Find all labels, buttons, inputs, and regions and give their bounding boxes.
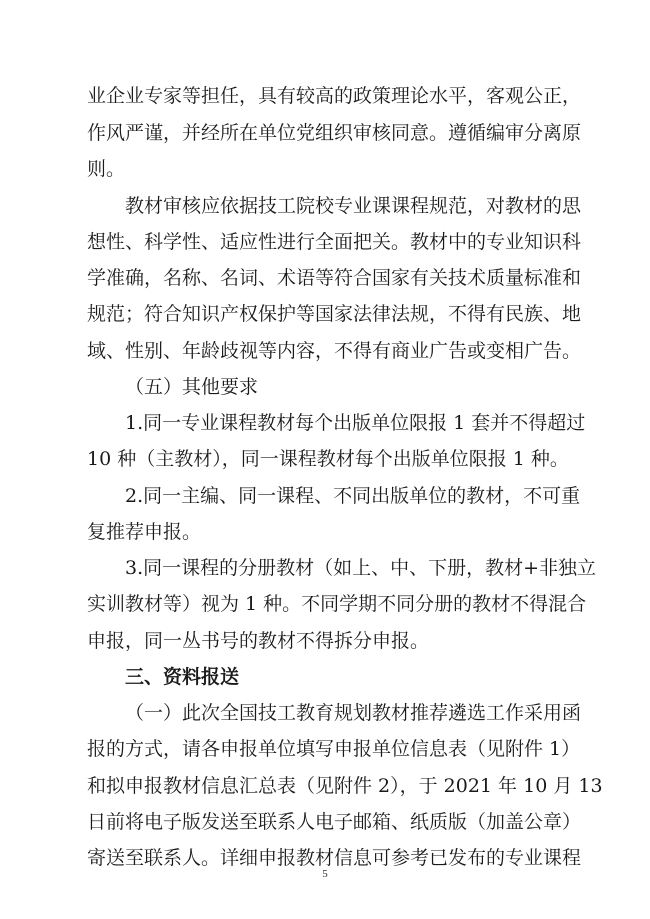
paragraph-line: （一）此次全国技工教育规划教材推荐遴选工作采用函 (125, 702, 582, 724)
paragraph-line: 业企业专家等担任，具有较高的政策理论水平，客观公正， (87, 85, 582, 107)
list-item-line: 10 种（主教材），同一课程教材每个出版单位限报 1 种。 (87, 448, 569, 470)
list-item-line: 3.同一课程的分册教材（如上、中、下册，教材+非独立 (125, 557, 597, 579)
paragraph-line: 和拟申报教材信息汇总表（见附件 2），于 2021 年 10 月 13 (87, 775, 603, 797)
paragraph-line: 作风严谨，并经所在单位党组织审核同意。遵循编审分离原 (87, 122, 582, 144)
paragraph-line: 则。 (87, 158, 126, 180)
section-heading: 三、资料报送 (125, 666, 240, 688)
page-number: 5 (322, 868, 328, 880)
paragraph-line: 教材审核应依据技工院校专业课课程规范，对教材的思 (125, 195, 582, 217)
list-item-line: 实训教材等）视为 1 种。不同学期不同分册的教材不得混合 (87, 593, 587, 615)
subsection-heading: （五）其他要求 (125, 376, 259, 398)
paragraph-line: 规范；符合知识产权保护等国家法律法规，不得有民族、地 (87, 303, 582, 325)
list-item-line: 2.同一主编、同一课程、不同出版单位的教材，不可重 (125, 485, 581, 507)
paragraph-line: 想性、科学性、适应性进行全面把关。教材中的专业知识科 (87, 231, 582, 253)
list-item-line: 1.同一专业课程教材每个出版单位限报 1 套并不得超过 (125, 412, 586, 434)
list-item-line: 申报，同一丛书号的教材不得拆分申报。 (87, 630, 430, 652)
paragraph-line: 域、性别、年龄歧视等内容，不得有商业广告或变相广告。 (87, 340, 582, 362)
paragraph-line: 寄送至联系人。详细申报教材信息可参考已发布的专业课程 (87, 847, 582, 869)
paragraph-line: 学准确，名称、名词、术语等符合国家有关技术质量标准和 (87, 267, 582, 289)
paragraph-line: 日前将电子版发送至联系人电子邮箱、纸质版（加盖公章） (87, 811, 582, 833)
list-item-line: 复推荐申报。 (87, 521, 202, 543)
paragraph-line: 报的方式，请各申报单位填写申报单位信息表（见附件 1） (87, 738, 581, 760)
